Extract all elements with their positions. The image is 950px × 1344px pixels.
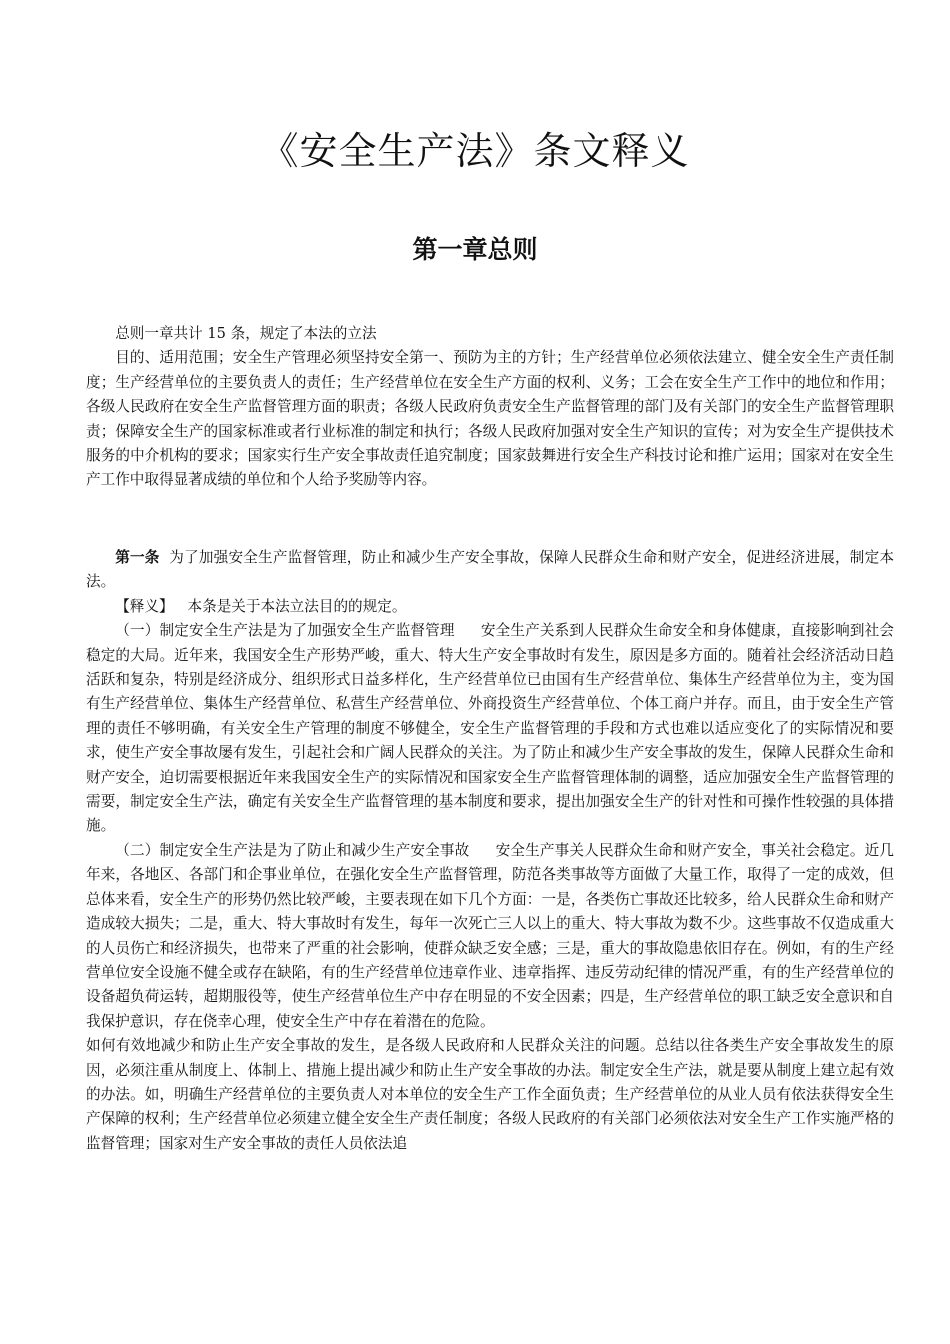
interpretation	[86, 595, 894, 619]
chapter-heading: 第一章总则	[412, 235, 538, 264]
section-1-paragraph	[86, 619, 894, 839]
document-title: 《安全生产法》条文释义	[260, 129, 690, 173]
article-1-label: 第一条	[115, 549, 160, 566]
interpretation-label: 【释义】	[115, 597, 174, 615]
section-2-continued: 如何有效地减少和防止生产安全事故的发生，是各级人民政府和人民群众关注的问题。总结以往各类生产安全事故发生的原因，必须注重从制度上、体制上、措施上提出减少和防止生产安全事故的办法。制定安全生产法，就是要从制度上建立起有效的办法。如，明确生产经营单位的主要负责人对本单位的安全生产工作全面负责；生产经营单位的从业人员有依法获得安全生产保障的权利；生产经营单位必须建立健全安全生产责任制度；各级人民政府的有关部门必须依法对安全生产工作实施严格的监督管理；国家对生产安全事故的责任人员依法追	[86, 1037, 894, 1152]
article-1-section	[86, 546, 894, 1156]
section-2-text: 安全生产事关人民群众生命和财产安全，事关社会稳定。近几年来，各地区、各部门和企事业单位，在强化安全生产监督管理，防范各类事故等方面做了大量工作，取得了一定的成效，但总体来看，安全生产的形势仍然比较严峻，主要表现在如下几个方面：一是，各类伤亡事故还比较多，给人民群众生命和财产造成较大损失；二是，重大、特大事故时有发生，每年一次死亡三人以上的重大、特大事故为数不少。这些事故不仅造成重大的人员伤亡和经济损失，也带来了严重的社会影响，使群众缺乏安全感；三是，重大的事故隐患依旧存在。例如，有的生产经营单位安全设施不健全或存在缺陷，有的生产经营单位违章作业、违章指挥、违反劳动纪律的情况严重，有的生产经营单位的设备超负荷运转，超期服役等，使生产经营单位生产中存在明显的不安全因素；四是，生产经营单位的职工缺乏安全意识和自我保护意识，存在侥幸心理，使安全生产中存在着潜在的危险。	[86, 841, 894, 1030]
intro-section	[86, 322, 894, 493]
section-2-heading: （二）制定安全生产法是为了防止和减少生产安全事故	[115, 841, 470, 859]
article-1-text: 为了加强安全生产监督管理，防止和减少生产安全事故，保障人民群众生命和财产安全，促进经济进展，制定本法。	[86, 549, 894, 591]
interpretation-text: 本条是关于本法立法目的的规定。	[187, 597, 407, 615]
intro-paragraph: 目的、适用范围；安全生产管理必须坚持安全第一、预防为主的方针；生产经营单位必须依法建立、健全安全生产责任制度；生产经营单位的主要负责人的责任；生产经营单位在安全生产方面的权利、义务；工会在安全生产工作中的地位和作用；各级人民政府在安全生产监督管理方面的职责；各级人民政府负责安全生产监督管理的部门及有关部门的安全生产监督管理职责；保障安全生产的国家标准或者行业标准的制定和执行；各级人民政府加强对安全生产知识的宣传；对为安全生产提供技术服务的中介机构的要求；国家实行生产安全事故责任追究制度；国家鼓舞进行安全生产科技讨论和推广运用；国家对在安全生产工作中取得显著成绩的单位和个人给予奖励等内容。	[86, 349, 894, 489]
article-1	[86, 546, 894, 595]
intro-line-1: 总则一章共计 15 条，规定了本法的立法	[115, 325, 377, 342]
section-2-paragraph	[86, 839, 894, 1034]
section-1-heading: （一）制定安全生产法是为了加强安全生产监督管理	[115, 622, 455, 640]
section-1-text: 安全生产关系到人民群众生命安全和身体健康，直接影响到社会稳定的大局。近年来，我国安全生产形势严峻，重大、特大生产安全事故时有发生，原因是多方面的。随着社会经济活动日趋活跃和复杂，特别是经济成分、组织形式日益多样化，生产经营单位已由国有生产经营单位、集体生产经营单位为主，变为国有生产经营单位、集体生产经营单位、私营生产经营单位、外商投资生产经营单位、个体工商户并存。而且，由于安全生产管理的责任不够明确，有关安全生产管理的制度不够健全，安全生产监督管理的手段和方式也难以适应变化了的实际情况和要求，使生产安全事故屡有发生，引起社会和广阔人民群众的关注。为了防止和减少生产安全事故的发生，保障人民群众生命和财产安全，迫切需要根据近年来我国安全生产的实际情况和国家安全生产监督管理体制的调整，适应加强安全生产监督管理的需要，制定安全生产法，确定有关安全生产监督管理的基本制度和要求，提出加强安全生产的针对性和可操作性较强的具体措施。	[86, 622, 894, 835]
